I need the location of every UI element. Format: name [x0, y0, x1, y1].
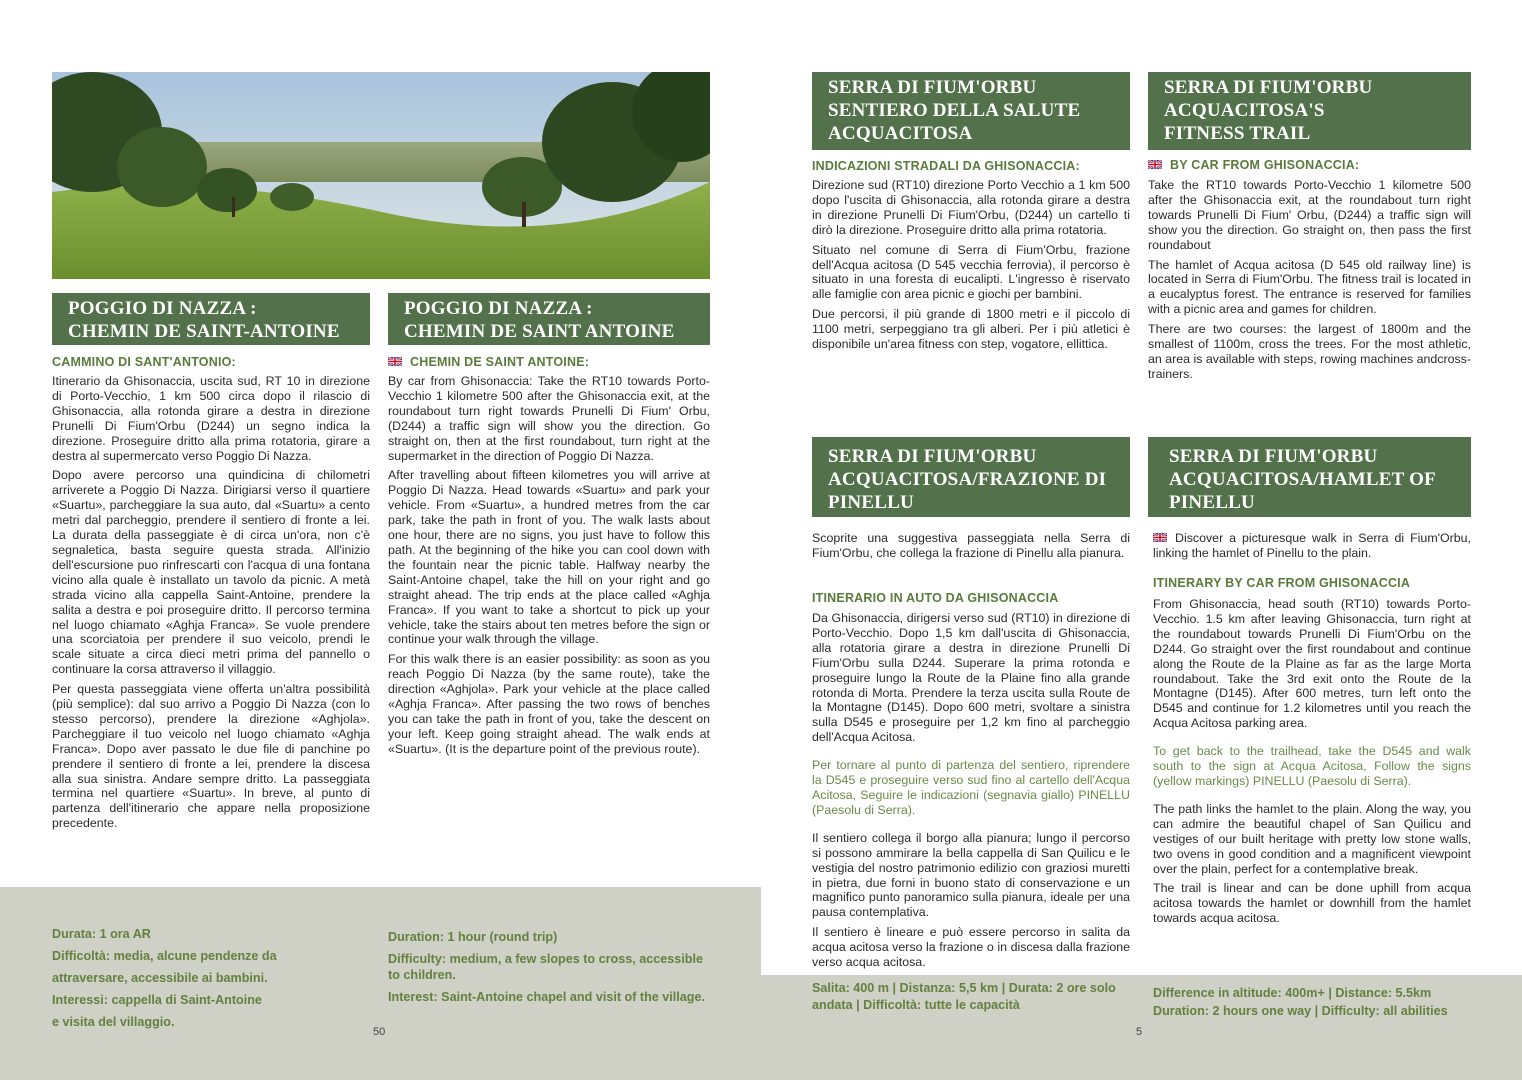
col4-footer-line: Duration: 2 hours one way | Difficulty: all abilities	[1153, 1004, 1448, 1018]
col1-footer-line: e visita del villaggio.	[52, 1015, 175, 1029]
col2-paragraph: For this walk there is an easier possibility: as soon as you reach Poggio Di Nazza (by the same route), take the direction «Aghjola». Park your vehicle at the place called «Aghja Franca». After passing the two rows of benches you can take the path in front of you, take the descent on your left. Keep going straight ahead. The walk ends at «Suartu». (It is the departure point of the previous route).	[388, 652, 710, 756]
right-page-number: 5	[1136, 1026, 1143, 1038]
col1-footer-line: Durata: 1 ora AR	[52, 927, 151, 941]
col4-bottom-subheading: ITINERARY BY CAR FROM GHISONACCIA	[1153, 576, 1411, 590]
col1-footer	[52, 923, 352, 1033]
col2-paragraph: After travelling about fifteen kilometres you will arrive at Poggio Di Nazza. Head towards «Suartu» and park your vehicle. From «Suartu», a hundred metres from the car park, take the path in front of you. The walk lasts about one hour, there are no signs, you just have to follow this path. At the beginning of the hike you can cool down with the fountain near the picnic table. Halfway nearby the Saint-Antoine chapel, take the hill on your right and go straight ahead. The trip ends at the place called «Aghja Franca». If you want to take a shortcut to pick up your vehicle, take the stairs about ten metres before the sign or continue your walk through the village.	[388, 468, 710, 647]
col2-body	[388, 374, 710, 762]
col3-top-body	[812, 178, 1130, 357]
col2-footer-line: Duration: 1 hour (round trip)	[388, 930, 558, 944]
col2-paragraph: By car from Ghisonaccia: Take the RT10 towards Porto-Vecchio 1 kilometre 500 after the Ghisonaccia exit, at the roundabout turn right towards Prunelli Di Fium' Orbu, (D244) a traffic sign will show you the direction. Go straight on, then at the first roundabout, turn right at the supermarket in the direction of Poggio Di Nazza.	[388, 374, 710, 463]
col4-top-subheading	[1148, 158, 1359, 172]
col4-bottom-paragraph: From Ghisonaccia, head south (RT10) towards Porto-Vecchio. 1.5 km after leaving Ghisonaccia, turn right at the roundabout towards Prunelli Di Fium'Orbu on the D244. Go straight over the first roundabout and continue along the Route de la Plaine as far as the large Morta roundabout. Take the 3rd exit onto the Route de la Montagne (D145). After 600 metres, turn left onto the D545 and continue for 1.2 kilometres until you reach the Acqua Acitosa parking area.	[1153, 597, 1471, 731]
col3-bottom-paragraph: Da Ghisonaccia, dirigersi verso sud (RT10) in direzione di Porto-Vecchio. Dopo 1,5 km dall'uscita di Ghisonaccia, alla rotatoria girare a destra in direzione Prunelli Di Fium'Orbu sulla D244. Superare la prima rotonda e proseguire lungo la Route de la Plaine fino alla grande rotonda di Morta. Prendere la terza uscita sulla Route de la Montagne (D145). Dopo 600 metri, svoltare a sinistra sulla D545 e proseguire per 1,2 km fino al parcheggio dell'Acqua Acitosa.	[812, 611, 1130, 745]
col4-bottom-header-line: PINELLU	[1169, 492, 1255, 513]
col3-bottom-subheading: ITINERARIO IN AUTO DA GHISONACCIA	[812, 591, 1059, 605]
col3-bottom-intro: Scoprite una suggestiva passeggiata nella Serra di Fium'Orbu, che collega la frazione di Pinellu alla pianura.	[812, 531, 1130, 560]
col2-subheading	[388, 355, 589, 369]
col4-footer-line: Difference in altitude: 400m+ | Distance: 5.5km	[1153, 986, 1432, 1000]
col3-bottom-header-line: PINELLU	[828, 492, 914, 513]
col4-bottom-intro-text: Discover a picturesque walk in Serra di Fium'Orbu, linking the hamlet of Pinellu to the plain.	[1153, 531, 1471, 560]
col3-bottom-footer	[812, 980, 1142, 1014]
col2-footer-line: Interest: Saint-Antoine chapel and visit of the village.	[388, 990, 705, 1004]
uk-flag-icon	[388, 357, 402, 366]
col1-header-line2: CHEMIN DE SAINT-ANTOINE	[68, 321, 340, 342]
col3-bottom-header	[812, 437, 1130, 517]
col1-footer-line: Difficoltà: media, alcune pendenze da	[52, 949, 277, 963]
col3-top-subheading: INDICAZIONI STRADALI DA GHISONACCIA:	[812, 159, 1080, 173]
col3-top-header-line: ACQUACITOSA	[828, 123, 973, 144]
col3-bottom-header-line: SERRA DI FIUM'ORBU	[828, 446, 1037, 467]
col1-paragraph: Itinerario da Ghisonaccia, uscita sud, RT 10 in direzione di Porto-Vecchio, 1 km 500 circa dopo il rilascio di Ghisonaccia, alla rotonda girare a destra in direzione Prunelli Di Fium'Orbu (D244) un segno indica la direzione. Proseguire dritto alla prima rotatoria, girare a destra al supermercato verso Poggio Di Nazza.	[52, 374, 370, 463]
col4-bottom-paragraph: The path links the hamlet to the plain. Along the way, you can admire the beautiful chapel of San Quilicu and vestiges of our built heritage with pretty low stone walls, two ovens in good condition and a magnificent viewpoint over the plain, perfect for a contemplative break.	[1153, 801, 1471, 876]
col1-body	[52, 374, 370, 836]
col4-bottom-paragraph: The trail is linear and can be done uphill from acqua acitosa towards the hamlet or downhill from the hamlet towards acqua acitosa.	[1153, 881, 1471, 926]
col3-bottom-paragraph: Il sentiero è lineare e può essere percorso in salita da acqua acitosa verso la frazione o in discesa dalla frazione verso acqua acitosa.	[812, 925, 1130, 970]
col4-bottom-header	[1148, 437, 1471, 517]
col1-paragraph: Dopo avere percorso una quindicina di chilometri arriverete a Poggio Di Nazza. Dirigiarsi verso il quartiere «Suartu», parcheggiare la sua auto, dal «Suartu» a cento metri dal parcheggio, prendere il sentiero di fronte a lei. La durata della passeggiate è di circa un'ora, non c'è segnaletica, basta seguire questa strada. All'inizio dell'escursione puo rinfrescarti con l'acqua di una fontana vicino alla quale è installato un tavolo da picnic. A metà strada vicino alla cappella Saint-Antoine, prendere la salita a destra e poi proseguire dritto. Il percorso termina nel luogo chiamato «Aghja Franca». Se vuole prendere una scorciatoia per prendere il suo veicolo, prendi le scale situate a circa dieci metri prima del pannello o continuare la corsa attraverso il villaggio.	[52, 468, 370, 677]
col4-top-paragraph: The hamlet of Acqua acitosa (D 545 old railway line) is located in Serra di Fium'Orbu. The fitness trail is located in a eucalyptus forest. The entrance is reserved for families with a picnic area and games for children.	[1148, 257, 1471, 317]
col2-header	[388, 293, 710, 345]
col3-bottom-body	[812, 611, 1130, 975]
col4-top-subheading-text: BY CAR FROM GHISONACCIA:	[1170, 158, 1360, 172]
col3-bottom-return-note: Per tornare al punto di partenza del sentiero, riprendere la D545 e proseguire verso sud fino al cartello dell'Acqua Acitosa, Seguire le indicazioni (segnavia giallo) PINELLU (Paesolu di Serra).	[812, 758, 1130, 817]
col4-top-header-line: ACQUACITOSA'S	[1164, 100, 1325, 121]
col4-bottom-return-note: To get back to the trailhead, take the D545 and walk south to the sign at Acqua Acitosa, Follow the signs (yellow markings) PINELLU (Paesolu di Serra).	[1153, 744, 1471, 788]
col3-top-header-line: SENTIERO DELLA SALUTE	[828, 100, 1081, 121]
col3-bottom-paragraph: Il sentiero collega il borgo alla pianura; lungo il percorso si possono ammirare la bella cappella di San Quilicu e le vestigia del nostro patrimonio edilizio con graziosi muretti in pietra, due forni in buono stato di conservazione e un magnifico punto panoramico sulla pianura, ideale per una pausa contemplativa.	[812, 830, 1130, 920]
col2-subheading-text: CHEMIN DE SAINT ANTOINE:	[410, 355, 590, 369]
col2-header-line2: CHEMIN DE SAINT ANTOINE	[404, 321, 675, 342]
col4-top-header-line: FITNESS TRAIL	[1164, 123, 1311, 144]
col4-top-header	[1148, 72, 1471, 150]
col1-footer-line: Interessi: cappella di Saint-Antoine	[52, 993, 262, 1007]
col3-footer-line: andata | Difficoltà: tutte le capacità	[812, 998, 1020, 1012]
col3-footer-line: Salita: 400 m | Distanza: 5,5 km | Durata: 2 ore solo	[812, 981, 1116, 995]
col4-top-header-line: SERRA DI FIUM'ORBU	[1164, 77, 1373, 98]
uk-flag-icon	[1153, 533, 1167, 542]
col1-footer-line: attraversare, accessibile ai bambini.	[52, 971, 268, 985]
col2-footer	[388, 929, 710, 1005]
landscape-photo	[52, 72, 710, 279]
col3-top-header	[812, 72, 1130, 150]
col3-bottom-header-line: ACQUACITOSA/FRAZIONE DI	[828, 469, 1107, 490]
col4-top-paragraph: There are two courses: the largest of 1800m and the smallest of 1100m, cross the trees. For the most athletic, an area is available with steps, rowing machines andcross-trainers.	[1148, 322, 1472, 381]
col4-bottom-body	[1153, 597, 1471, 931]
col4-bottom-header-line: ACQUACITOSA/HAMLET OF	[1169, 469, 1436, 490]
uk-flag-icon	[1148, 160, 1162, 169]
left-page-number: 50	[373, 1026, 386, 1038]
col1-paragraph: Per questa passeggiata viene offerta un'altra possibilità (più semplice): dal suo arrivo a Poggio Di Nazza (con lo stesso percorso), prendere la direzione «Aghjola». Parcheggiare il tuo veicolo nel luogo chiamato «Aghja Franca». Dopo aver passato le due file di panchine po prendere il sentiero di fronte a lei, prendere la discesa alla sua sinistra. Andare sempre dritto. La passeggiata termina nel quartiere «Suartu». In breve, al punto di partenza dell'itinerario che appare nella proposizione precedente.	[52, 682, 370, 831]
col2-header-line1: POGGIO DI NAZZA :	[404, 298, 593, 319]
col1-header-line1: POGGIO DI NAZZA :	[68, 298, 257, 319]
col1-header	[52, 293, 370, 345]
col4-bottom-footer	[1153, 984, 1471, 1020]
col2-footer-line: Difficulty: medium, a few slopes to cross, accessible to children.	[388, 952, 703, 982]
col3-top-paragraph: Situato nel comune di Serra di Fium'Orbu, frazione dell'Acqua acitosa (D 545 vecchia ferrovia), il percorso è situato in una foresta di eucalipti. L'ingresso è riservato alle famiglie con area picnic e giochi per bambini.	[812, 242, 1130, 302]
col1-subheading: CAMMINO DI SANT'ANTONIO:	[52, 355, 236, 369]
col4-top-body	[1148, 178, 1471, 387]
col3-top-header-line: SERRA DI FIUM'ORBU	[828, 77, 1037, 98]
col3-top-paragraph: Direzione sud (RT10) direzione Porto Vecchio a 1 km 500 dopo l'uscita di Ghisonaccia, alla rotonda girare a destra in direzione Prunelli Di Fium'Orbu, (D244) un cartello ti dirò la direzione. Proseguire dritto alla prima rotatoria.	[812, 178, 1130, 237]
col3-top-paragraph: Due percorsi, il più grande di 1800 metri e il piccolo di 1100 metri, serpeggiano tra gli alberi. Per i più atletici è disponibile un'area fitness con step, vogatore, ellittica.	[812, 307, 1130, 352]
col4-bottom-header-line: SERRA DI FIUM'ORBU	[1169, 446, 1378, 467]
col4-top-paragraph: Take the RT10 towards Porto-Vecchio 1 kilometre 500 after the Ghisonaccia exit, at the roundabout turn right towards Prunelli Di Fium' Orbu, (D244) a traffic sign will show you the direction. Go straight on, then pass the first roundabout	[1148, 178, 1471, 252]
col4-bottom-intro	[1153, 531, 1471, 561]
